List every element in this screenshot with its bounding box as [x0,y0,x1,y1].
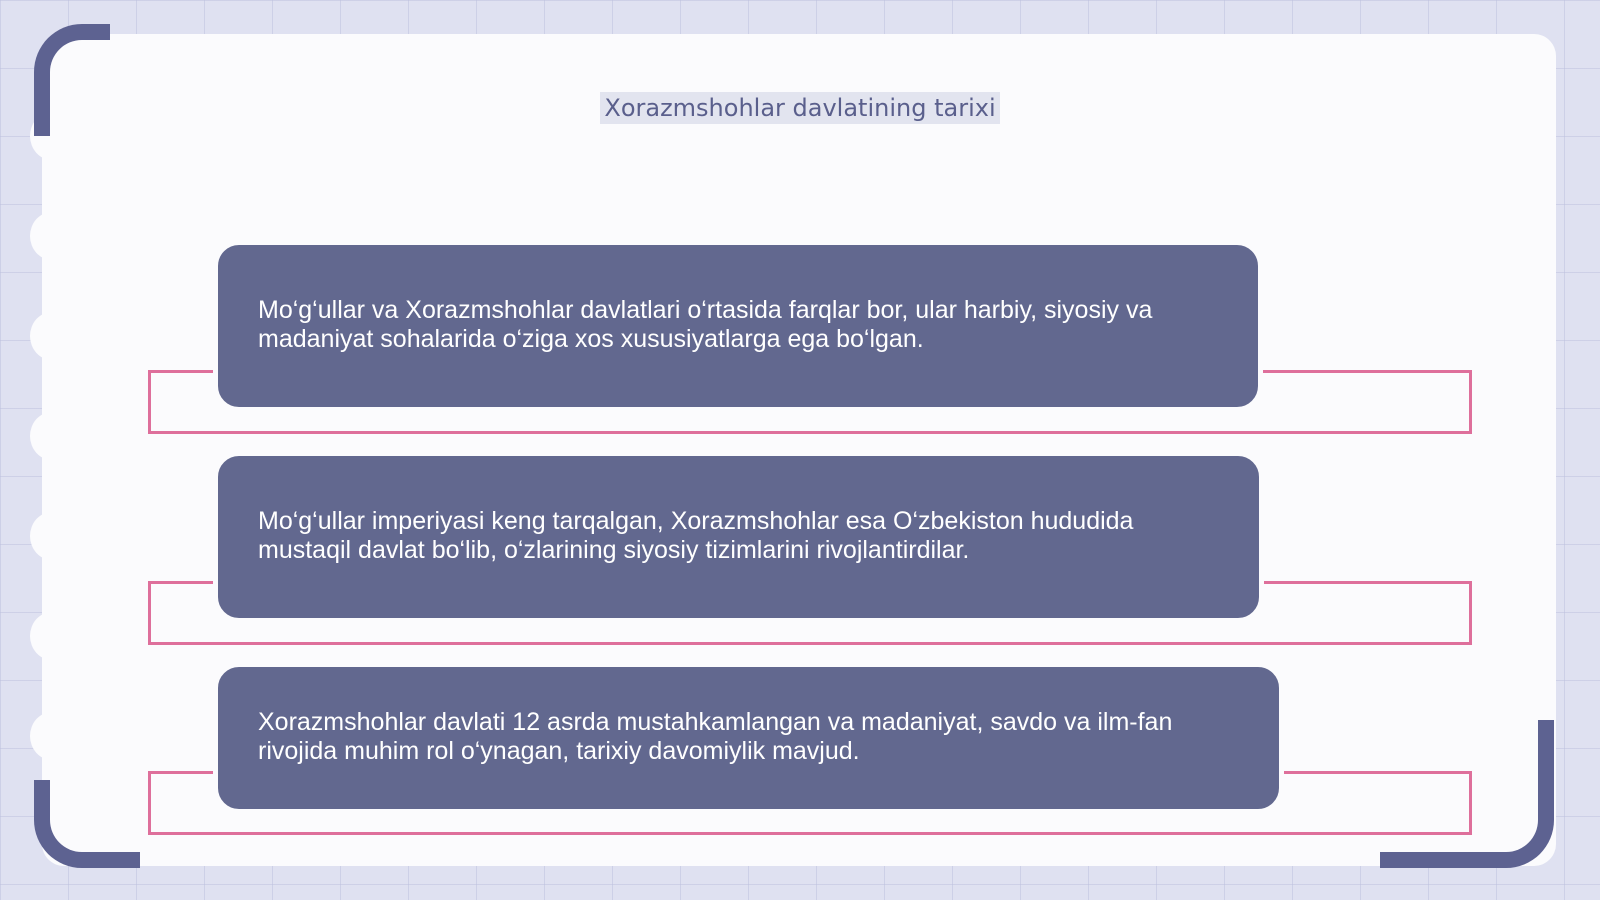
info-card-text: Xorazmshohlar davlati 12 asrda mustahkamlangan va madaniyat, savdo va ilm-fan rivojida muhim rol o‘ynagan, tarixiy davomiylik mavjud. [258,708,1173,765]
page-scallop [30,312,74,360]
info-card-text: Mo‘g‘ullar imperiyasi keng tarqalgan, Xorazmshohlar esa O‘zbekiston hududida mustaqil davlat bo‘lib, o‘zlarining siyosiy tizimlarini rivojlantirdilar. [258,507,1134,564]
info-card-text: Mo‘g‘ullar va Xorazmshohlar davlatlari o‘rtasida farqlar bor, ular harbiy, siyosiy va madaniyat sohalarida o‘ziga xos xususiyatlarga ega bo‘lgan. [258,296,1153,353]
info-card [213,240,1263,412]
page-scallop [30,212,74,260]
page-scallop [30,712,74,760]
slide-title-text: Xorazmshohlar davlatining tarixi [600,92,999,124]
info-card [213,662,1284,814]
corner-bracket-bottom-left [34,780,140,868]
page-scallop [30,412,74,460]
page-scallop [30,612,74,660]
page-scallop [30,512,74,560]
slide-title [0,94,1600,122]
info-card [213,451,1264,623]
